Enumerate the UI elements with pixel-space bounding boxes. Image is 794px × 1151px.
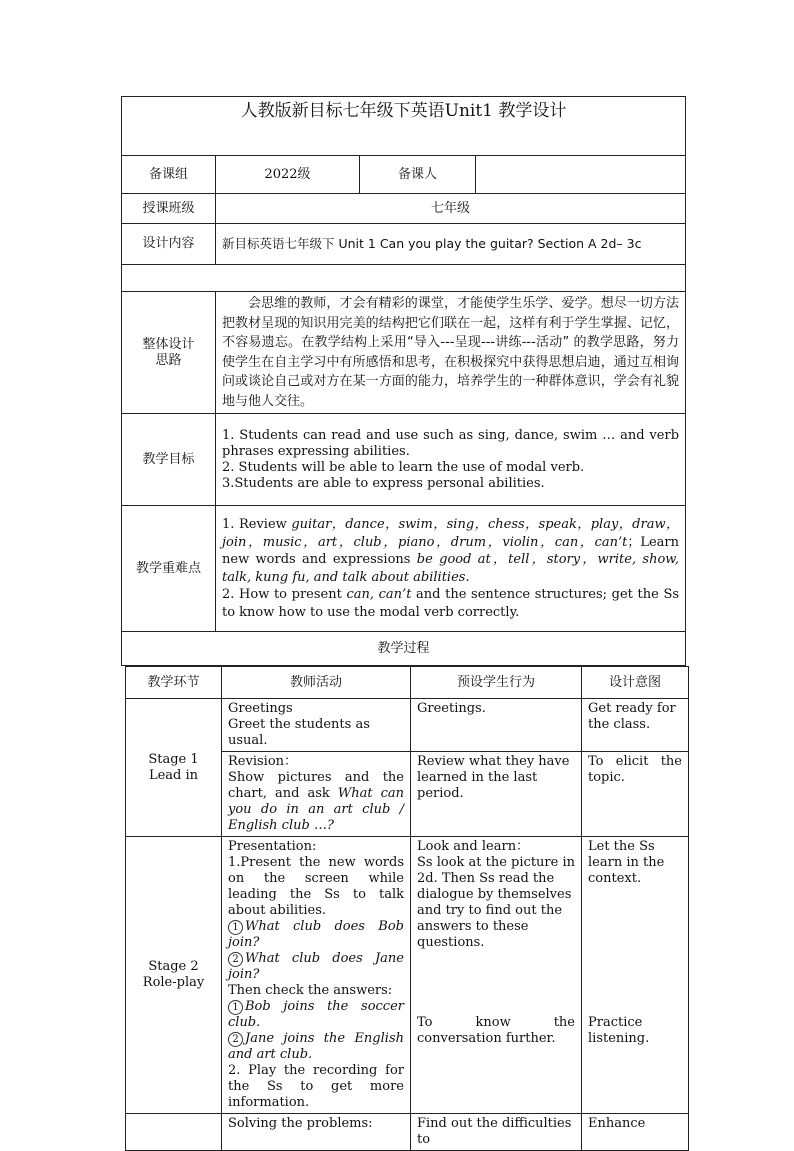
kp2-rest: and the sentence structures; get the Ss to know how to use the modal verb correctly. [222, 587, 680, 620]
stage2-q1-text: What club does Bob join? [228, 919, 404, 950]
content-label: 设计内容 [122, 224, 216, 265]
circled-number: 1 [228, 1000, 243, 1015]
stage1-cell [126, 699, 222, 837]
page-title: 人教版新目标七年级下英语Unit1 教学设计 [122, 97, 686, 156]
stage2-student-task: Ss look at the picture in 2d. Then Ss read the dialogue by themselves and try to find out the answers to these questions. [417, 855, 575, 950]
preparer-label: 备课人 [360, 156, 476, 194]
stage2-teacher [222, 837, 411, 1114]
circled-number: 1 [228, 920, 243, 935]
row3-intent: Enhance [582, 1114, 689, 1151]
preparer-value [476, 156, 686, 194]
class-value: 七年级 [216, 194, 686, 224]
objectives-list [216, 414, 686, 506]
kp1-words: guitar，dance，swim，sing，chess，speak，play，draw，join，music，art，club，piano，drum，violin，can，can’t [222, 517, 679, 550]
process-table [125, 666, 689, 1151]
header-teacher: 教师活动 [222, 667, 411, 699]
stage2-intent [582, 837, 689, 1114]
header-stage: 教学环节 [126, 667, 222, 699]
lesson-info-table [121, 96, 686, 666]
stage2-q2-text: What club does Jane join? [228, 951, 404, 982]
stage2-learn-context: Let the Ss learn in the context. [588, 839, 665, 886]
stage1-greetings: Greetings [228, 701, 293, 716]
overall-label-line1: 整体设计 [142, 336, 195, 352]
circled-number: 2 [228, 952, 243, 967]
keypoint-1 [222, 516, 679, 586]
stage1-greet-students: Greet the students as usual. [228, 717, 370, 748]
stage2-cell [126, 837, 222, 1114]
stage1-student-2: Review what they have learned in the last period. [411, 752, 582, 837]
stage1-revision-text [228, 770, 404, 834]
stage2-name: Stage 2 [148, 959, 199, 974]
stage2-sub: Role-play [142, 975, 205, 990]
row3-stage [126, 1114, 222, 1151]
overall-text: 会思维的教师，才会有精彩的课堂，才能使学生乐学、爱学。想尽一切方法把教材呈现的知识用完美的结构把它们联在一起，这样有利于学生掌握、记忆，不容易遗忘。在教学结构上采用“导入---呈现---讲练---活动” 的教学思路，努力使学生在自主学习中有所感悟和思考，在积极探究中获得思想启迪，通过互相询问或谈论自己或对方在某一方面的能力，培养学生的一种群体意识，学会有礼貌地与他人交往。 [216, 292, 686, 414]
circled-number: 2 [228, 1032, 243, 1047]
stage2-presentation: Presentation: [228, 839, 317, 854]
keypoints-label: 教学重难点 [122, 506, 216, 632]
objective-item: 2. Students will be able to learn the use of modal verb. [222, 459, 585, 475]
stage1-revision: Revision： [228, 754, 298, 769]
kp2-intro: 2. How to present [222, 587, 347, 602]
stage2-a1-text: Bob joins the soccer club. [228, 999, 404, 1030]
stage1-intent-2: To elicit the topic. [582, 752, 689, 837]
content-value: 新目标英语七年级下 Unit 1 Can you play the guitar? Section A 2d– 3c [216, 224, 686, 265]
objective-item: 3.Students are able to express personal abilities. [222, 475, 545, 491]
stage1-student-1: Greetings. [411, 699, 582, 752]
stage1-name: Stage 1 [148, 751, 199, 767]
stage1-intent-1: Get ready for the class. [582, 699, 689, 752]
stage2-a2 [228, 1031, 404, 1063]
kp1-mid: ；Learn new words and expressions [222, 534, 680, 567]
objective-item: 1. Students can read and use such as sing, dance, swim … and verb phrases expressing abilities. [222, 427, 680, 459]
group-value: 2022级 [216, 156, 360, 194]
stage2-present-words: 1.Present the new words on the screen while leading the Ss to talk about abilities. [228, 855, 404, 918]
stage1-revision-question: What can you do in an art club / English club …? [228, 786, 404, 833]
stage2-play-recording: 2. Play the recording for the Ss to get more information. [228, 1063, 404, 1110]
stage2-check: Then check the answers: [228, 983, 393, 998]
empty-row [122, 265, 686, 292]
kp1-intro: 1. Review [222, 517, 292, 532]
stage1-sub: Lead in [148, 767, 199, 783]
stage2-practice-listening: Practice listening. [588, 1015, 650, 1046]
stage1-teacher-2 [222, 752, 411, 837]
stage1-revision-show: Show pictures and the chart, and ask [228, 770, 404, 801]
row3-student: Find out the difficulties to [411, 1114, 582, 1151]
stage2-a1 [228, 999, 404, 1031]
keypoint-2 [222, 586, 679, 621]
class-label: 授课班级 [122, 194, 216, 224]
keypoints-text [216, 506, 686, 632]
stage2-student [411, 837, 582, 1114]
objectives-label: 教学目标 [122, 414, 216, 506]
stage2-know-conversation: To know the conversation further. [417, 1015, 575, 1046]
stage2-look-learn: Look and learn： [417, 839, 530, 854]
header-intent: 设计意图 [582, 667, 689, 699]
row3-teacher: Solving the problems: [222, 1114, 411, 1151]
process-heading: 教学过程 [122, 632, 686, 666]
overall-label-line2: 思路 [155, 352, 182, 368]
stage2-q2 [228, 951, 404, 983]
overall-label [122, 292, 216, 414]
header-student: 预设学生行为 [411, 667, 582, 699]
stage2-q1 [228, 919, 404, 951]
stage2-a2-text: Jane joins the English and art club. [228, 1031, 404, 1062]
stage1-teacher-1 [222, 699, 411, 752]
kp2-words: can, can’t [346, 587, 412, 602]
kp1-exprs: be good at，tell，story，write, show, talk, kung fu, and talk about abilities. [222, 552, 680, 585]
group-label: 备课组 [122, 156, 216, 194]
